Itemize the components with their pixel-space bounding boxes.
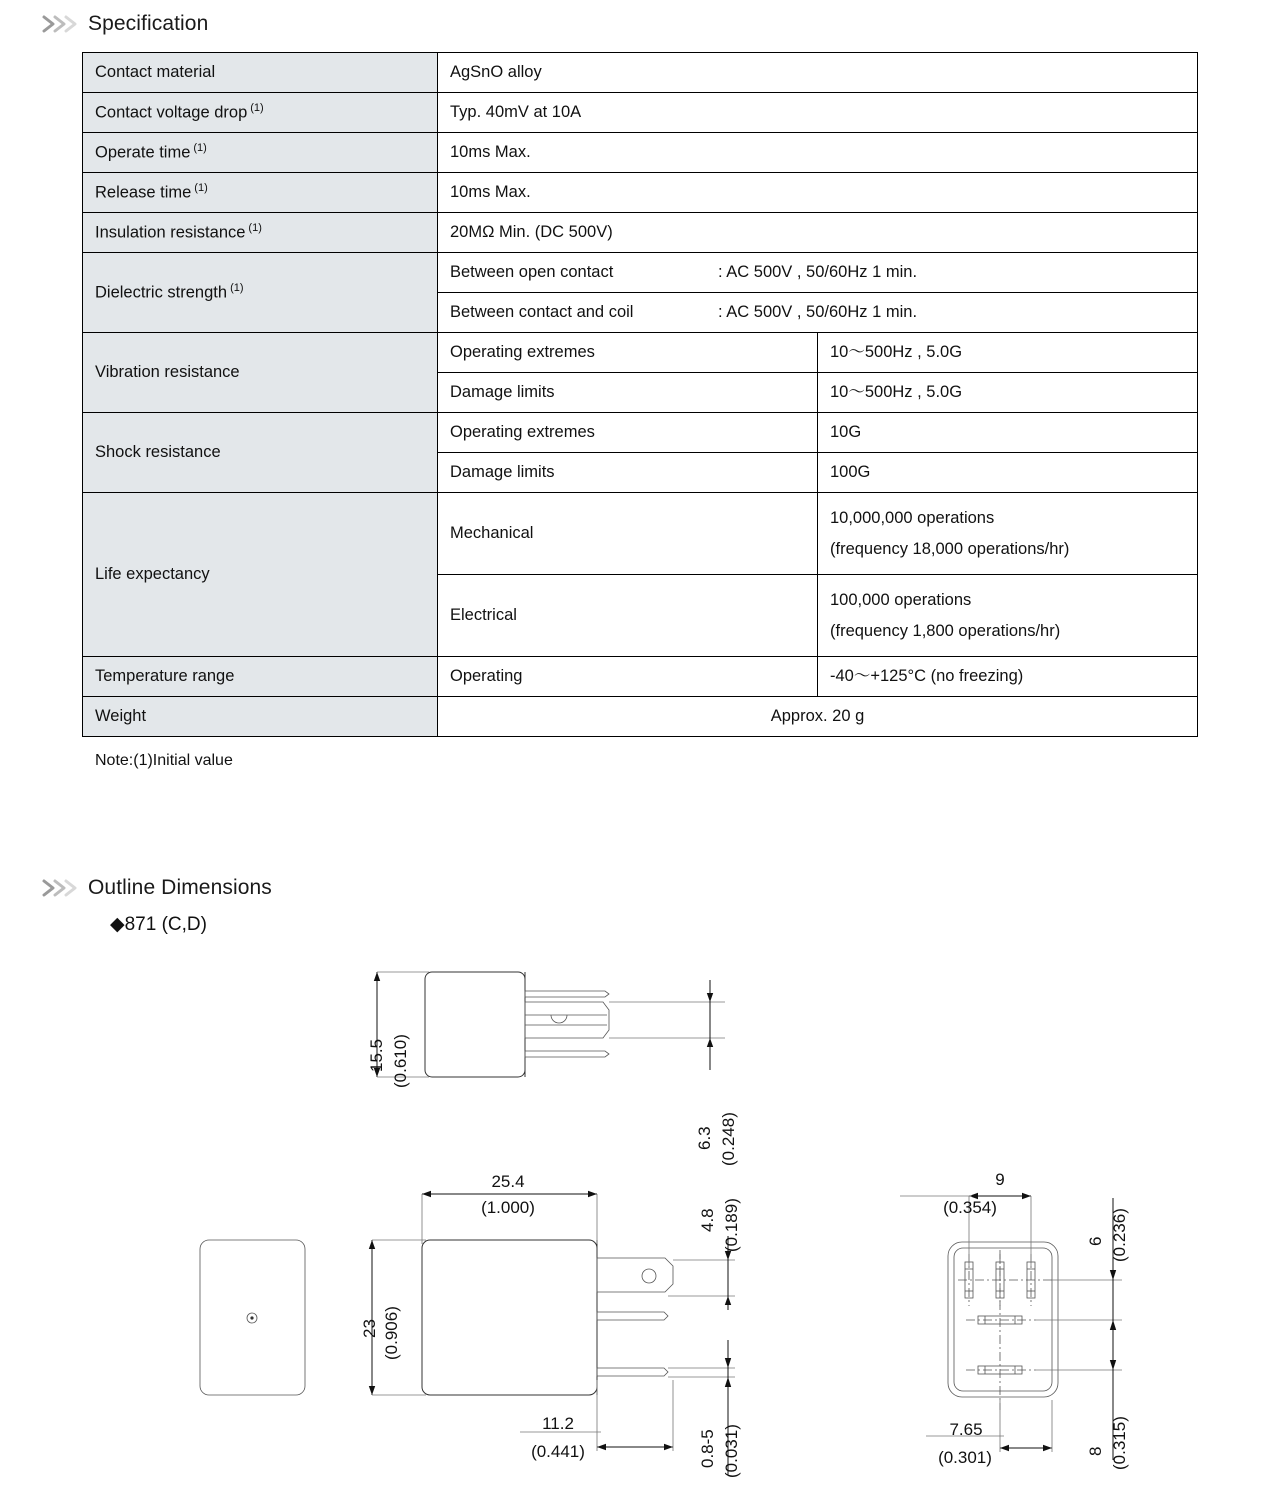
drawing-top-view (355, 960, 775, 1166)
sub-value: : AC 500V , 50/60Hz 1 min. (718, 303, 918, 322)
footnote-marker: (1) (194, 181, 208, 194)
triple-chevron-icon (42, 878, 78, 898)
sub-key: Between contact and coil (450, 303, 634, 322)
dim-bottom-row2-in: (0.315) (1110, 1416, 1129, 1470)
sub-value (818, 493, 1198, 575)
row-label (83, 253, 438, 333)
triple-chevron-icon (42, 14, 78, 34)
row-label: Shock resistance (83, 413, 438, 493)
label-text: Dielectric strength (95, 283, 228, 302)
table-row (83, 133, 1198, 173)
footnote-marker: (1) (248, 221, 262, 234)
table-row (83, 213, 1198, 253)
row-value: 10ms Max. (438, 173, 1198, 213)
drawing-bottom-view (900, 1170, 1263, 1500)
dim-bottom-offset-in: (0.301) (938, 1448, 992, 1467)
row-label: Vibration resistance (83, 333, 438, 413)
sub-key: Between open contact (450, 263, 614, 282)
row-label (83, 93, 438, 133)
row-value: 10ms Max. (438, 133, 1198, 173)
row-value: AgSnO alloy (438, 53, 1198, 93)
dim-front-thickness-mm: 0.8-5 (698, 1429, 717, 1468)
dim-front-lead-in: (0.441) (531, 1442, 585, 1461)
footnote-marker: (1) (193, 141, 207, 154)
dim-bottom-row1-mm: 6 (1086, 1236, 1105, 1246)
row-label (83, 53, 438, 93)
table-row (83, 413, 1198, 453)
label-text: Contact material (95, 63, 216, 82)
dim-front-height-mm: 23 (360, 1319, 379, 1338)
sub-key: Mechanical (438, 493, 818, 575)
footnote-marker: (1) (230, 281, 244, 294)
sub-value (818, 575, 1198, 657)
specification-heading (42, 12, 208, 36)
label-text: Release time (95, 183, 192, 202)
dim-bottom-row1-in: (0.236) (1110, 1208, 1129, 1262)
row-label: Temperature range (83, 657, 438, 697)
sub-value: 10G (818, 413, 1198, 453)
dim-front-lead-mm: 11.2 (542, 1414, 574, 1433)
label-text: Operate time (95, 143, 191, 162)
sub-key: Damage limits (438, 373, 818, 413)
sub-key: Operating (438, 657, 818, 697)
label-text: Insulation resistance (95, 223, 246, 242)
dim-front-pitch-mm: 4.8 (698, 1208, 717, 1232)
table-row (83, 333, 1198, 373)
model-label: ◆871 (C,D) (110, 914, 207, 935)
table-row (83, 93, 1198, 133)
drawing-front-view (360, 1170, 780, 1500)
footnote-marker: (1) (250, 101, 264, 114)
dim-top-terminal-in: (0.248) (719, 1112, 738, 1166)
dim-front-height-in: (0.906) (382, 1306, 401, 1360)
row-label (83, 213, 438, 253)
section-title-text: Specification (88, 12, 209, 35)
dim-bottom-row2-mm: 8 (1086, 1446, 1105, 1456)
label-text: Contact voltage drop (95, 103, 248, 122)
sub-value: : AC 500V , 50/60Hz 1 min. (718, 263, 918, 282)
sub-value: -40～+125°C (no freezing) (818, 657, 1198, 697)
dim-top-height-mm: 15.5 (367, 1038, 386, 1072)
sub-value: 100G (818, 453, 1198, 493)
table-row (83, 253, 1198, 293)
drawing-side-view (170, 1230, 350, 1420)
section-title-text: Outline Dimensions (88, 876, 272, 899)
sub-key: Operating extremes (438, 413, 818, 453)
outline-dimensions-heading (42, 876, 272, 900)
specification-table-container (82, 52, 1198, 737)
row-value: Approx. 20 g (438, 697, 1198, 737)
dim-bottom-pitch-mm: 9 (995, 1170, 1005, 1189)
dim-bottom-pitch-in: (0.354) (943, 1198, 997, 1217)
row-label: Life expectancy (83, 493, 438, 657)
table-row (83, 697, 1198, 737)
value-line-2: (frequency 18,000 operations/hr) (830, 539, 1070, 558)
table-row (83, 493, 1198, 575)
row-label: Weight (83, 697, 438, 737)
row-value (438, 253, 1198, 293)
dim-top-height-in: (0.610) (391, 1034, 410, 1088)
row-label (83, 173, 438, 213)
dim-front-width-in: (1.000) (481, 1198, 535, 1217)
dim-front-width-mm: 25.4 (491, 1172, 525, 1191)
table-footnote: Note:(1)Initial value (95, 752, 233, 769)
row-value: 20MΩ Min. (DC 500V) (438, 213, 1198, 253)
sub-key: Operating extremes (438, 333, 818, 373)
sub-value: 10～500Hz , 5.0G (818, 333, 1198, 373)
table-row (83, 173, 1198, 213)
dim-front-thickness-in: (0.031) (722, 1424, 741, 1478)
dim-front-pitch-in: (0.189) (722, 1198, 741, 1252)
sub-value: 10～500Hz , 5.0G (818, 373, 1198, 413)
row-value: Typ. 40mV at 10A (438, 93, 1198, 133)
sub-key: Electrical (438, 575, 818, 657)
table-row (83, 53, 1198, 93)
specification-table (82, 52, 1198, 737)
row-value (438, 293, 1198, 333)
dim-top-terminal-mm: 6.3 (695, 1126, 714, 1150)
value-line-1: 10,000,000 operations (830, 508, 995, 527)
value-line-2: (frequency 1,800 operations/hr) (830, 621, 1061, 640)
table-row (83, 657, 1198, 697)
row-label (83, 133, 438, 173)
dim-bottom-offset-mm: 7.65 (949, 1420, 983, 1439)
value-line-1: 100,000 operations (830, 590, 972, 609)
sub-key: Damage limits (438, 453, 818, 493)
